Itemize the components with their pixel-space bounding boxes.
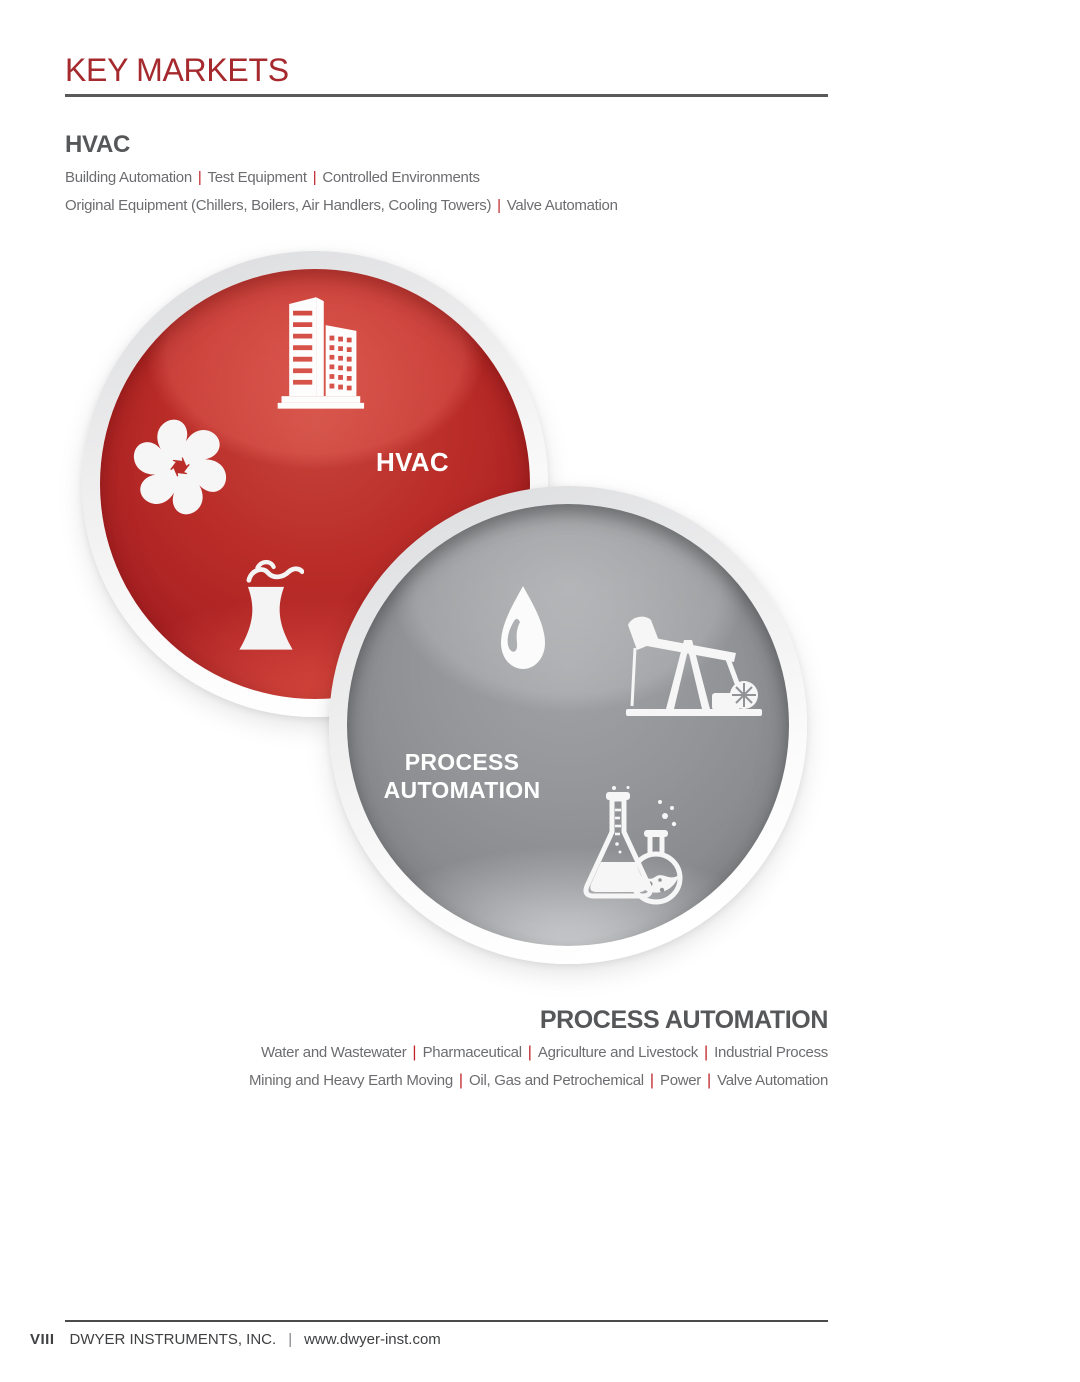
process-circle-label-line1: PROCESS — [404, 749, 520, 775]
market-item: Controlled Environments — [322, 169, 480, 186]
fan-icon — [126, 413, 234, 521]
market-item: Industrial Process — [714, 1044, 828, 1061]
office-building-icon — [270, 291, 366, 413]
process-circle-surface — [347, 504, 789, 946]
hvac-markets-line-1 — [65, 169, 480, 186]
market-item: Power — [659, 1072, 702, 1089]
page-title: KEY MARKETS — [65, 52, 289, 88]
pipe-separator: | — [497, 197, 501, 214]
pipe-separator: | — [412, 1044, 417, 1061]
process-automation-circle — [329, 486, 807, 964]
pipe-separator: | — [458, 1072, 464, 1089]
section-heading-process-automation: PROCESS AUTOMATION — [539, 1006, 828, 1034]
process-markets-line-2 — [249, 1072, 828, 1090]
lab-flasks-icon — [569, 786, 683, 910]
market-item: Test Equipment — [207, 169, 307, 186]
section-heading-hvac: HVAC — [65, 131, 131, 158]
market-item: Mining and Heavy Earth Moving — [248, 1072, 453, 1089]
footer-rule — [65, 1320, 828, 1322]
market-item: Pharmaceutical — [422, 1044, 522, 1061]
pipe-separator: | — [312, 169, 317, 186]
process-circle-label — [377, 748, 547, 804]
hvac-circle-label: HVAC — [376, 447, 449, 477]
cooling-tower-icon — [228, 553, 304, 655]
market-item: Building Automation — [65, 169, 192, 186]
market-item: Valve Automation — [506, 197, 618, 214]
oil-pumpjack-icon — [623, 614, 765, 718]
water-droplet-icon — [493, 582, 553, 676]
market-item: Original Equipment (Chillers, Boilers, Air Handlers, Cooling Towers) — [65, 197, 492, 214]
process-circle-label-line2: AUTOMATION — [383, 777, 541, 803]
market-item: Valve Automation — [717, 1072, 828, 1089]
hvac-markets-line-2 — [65, 197, 618, 214]
pipe-separator: | — [197, 169, 202, 186]
pipe-separator: | — [649, 1072, 654, 1089]
website-link[interactable]: www.dwyer-inst.com — [304, 1331, 441, 1348]
footer — [30, 1331, 441, 1348]
pipe-separator: | — [707, 1072, 712, 1089]
pipe-separator: | — [704, 1044, 709, 1061]
company-name: DWYER INSTRUMENTS, INC. — [69, 1331, 277, 1348]
market-item: Water and Wastewater — [260, 1044, 407, 1061]
market-item: Agriculture and Livestock — [537, 1044, 699, 1061]
footer-separator: | — [288, 1331, 293, 1348]
market-item: Oil, Gas and Petrochemical — [469, 1072, 644, 1089]
title-rule — [65, 94, 828, 97]
process-markets-line-1 — [261, 1044, 828, 1062]
pipe-separator: | — [527, 1044, 532, 1061]
page-number: VIII — [30, 1331, 55, 1348]
